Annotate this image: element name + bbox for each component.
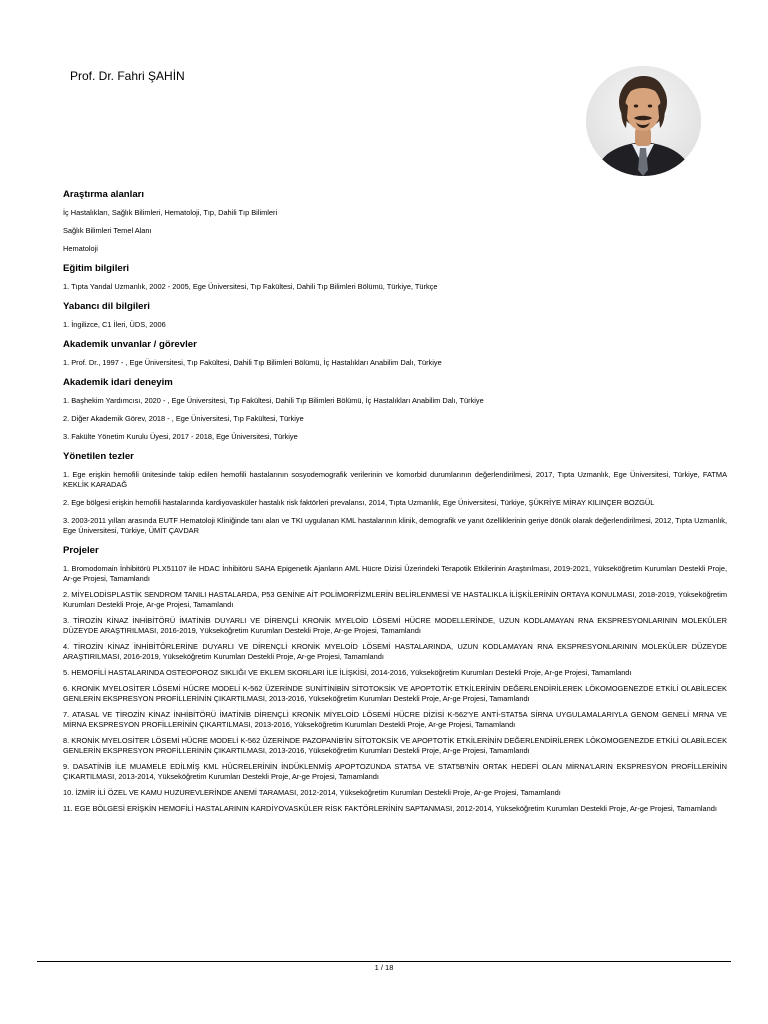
- list-item: Hematoloji: [63, 244, 98, 253]
- languages-section: [63, 300, 727, 330]
- admin-section: [63, 376, 727, 442]
- section-title-theses: Yönetilen tezler: [63, 451, 134, 462]
- list-item: 1. İngilizce, C1 İleri, ÜDS, 2006: [63, 320, 166, 329]
- titles-section: [63, 338, 727, 368]
- list-item: 1. Prof. Dr., 1997 - , Ege Üniversitesi, Tıp Fakültesi, Dahili Tıp Bilimleri Bölümü, İç Hastalıkları Anabilim Dalı, Türkiye: [63, 358, 442, 367]
- profile-photo: [586, 66, 701, 176]
- theses-section: [63, 450, 727, 536]
- list-item: 7. ATASAL VE TİROZİN KİNAZ İNHİBİTÖRÜ İMATİNİB DİRENÇLİ KRONİK MİYELOİD LÖSEMİ HÜCRE DİZİSİ K-562'YE ANTİ-STAT5A SİRNA UYGULAMALARIYLA GENOM GENELİ MRNA VE MİRNA EKSPRESYON PROFİLLERİNİN ÇIKARTILMASI, 2013-2016, Yükseköğretim Kurumları Destekli Proje, Ar-ge Projesi, Tamamlandı: [63, 710, 727, 729]
- section-title-languages: Yabancı dil bilgileri: [63, 301, 150, 312]
- education-section: [63, 262, 727, 292]
- section-title-research: Araştırma alanları: [63, 189, 145, 200]
- list-item: 5. HEMOFİLİ HASTALARINDA OSTEOPOROZ SIKLIĞI VE EKLEM SKORLARI İLE İLİŞKİSİ, 2014-2016, Yükseköğretim Kurumları Destekli Proje, Ar-ge Projesi, Tamamlandı: [63, 668, 632, 677]
- list-item: 1. Bromodomain İnhibitörü PLX51107 ile HDAC İnhibitörü SAHA Epigenetik Ajanların AML Hücre Dizisi Üzerindeki Terapotik Etkilerinin Araştırılması, 2019-2021, Yükseköğretim Kurumları Destekli Proje, Ar-ge Projesi, Tamamlandı: [63, 564, 727, 583]
- list-item: 2. Diğer Akademik Görev, 2018 - , Ege Üniversitesi, Tıp Fakültesi, Türkiye: [63, 414, 304, 423]
- list-item: 2. MİYELODİSPLASTİK SENDROM TANILI HASTALARDA, P53 GENİNE AİT POLİMORFİZMLERİN BELİRLENMESİ VE HASTALIKLA İLİŞKİLERİNİN ORTAYA KONULMASI, 2018-2019, Yükseköğretim Kurumları Destekli Proje, Ar-ge Projesi, Tamamlandı: [63, 590, 727, 609]
- list-item: 2. Ege bölgesi erişkin hemofili hastalarında kardiyovasküler hastalık risk faktörleri prevalansı, 2014, Tıpta Uzmanlık, Ege Üniversitesi, Türkiye, ŞÜKRİYE MİRAY KILINÇER BOZGÜL: [63, 498, 655, 507]
- list-item: Sağlık Bilimleri Temel Alanı: [63, 226, 152, 235]
- section-title-admin: Akademik idari deneyim: [63, 377, 173, 388]
- research-section: [63, 188, 727, 254]
- page-title: Prof. Dr. Fahri ŞAHİN: [70, 69, 185, 83]
- projects-section: [63, 544, 727, 814]
- section-title-education: Eğitim bilgileri: [63, 263, 130, 274]
- list-item: 1. Ege erişkin hemofili ünitesinde takip edilen hemofili hastalarının sosyodemografik verilerinin ve komorbid durumlarının değerlendirilmesi, 2017, Tıpta Uzmanlık, Ege Üniversitesi, Türkiye, FATMA KEKLİK KARADAĞ: [63, 470, 727, 489]
- list-item: 9. DASATİNİB İLE MUAMELE EDİLMİŞ KML HÜCRELERİNİN İNDÜKLENMİŞ APOPTOZUNDA STAT5A VE STAT5B'NİN ORTAK HEDEFİ OLAN MİRNA'LARIN EKSPRESYON PROFİLLERİNİN ÇIKARTILMASI, 2013-2014, Yükseköğretim Kurumları Destekli Proje, Ar-ge Projesi, Tamamlandı: [63, 762, 727, 781]
- list-item: 8. KRONİK MYELOSİTER LÖSEMİ HÜCRE MODELİ K-562 ÜZERİNDE PAZOPANİB'İN SİTOTOKSİK VE APOPTOTİK ETKİLERİNİN DEĞERLENDİRİLEREK LÖKOMOGENEZDE ETKİLİ OLABİLECEK GENLERİN EKSPRESYON PROFİLLERİNİN ÇIKARTILMASI, 2013-2016, Yükseköğretim Kurumları Destekli Proje, Ar-ge Projesi, Tamamlandı: [63, 736, 727, 755]
- section-title-projects: Projeler: [63, 545, 99, 556]
- list-item: 10. İZMİR İLİ ÖZEL VE KAMU HUZUREVLERİNDE ANEMİ TARAMASI, 2012-2014, Yükseköğretim Kurumları Destekli Proje, Ar-ge Projesi, Tamamlandı: [63, 788, 561, 797]
- list-item: 3. Fakülte Yönetim Kurulu Üyesi, 2017 - 2018, Ege Üniversitesi, Türkiye: [63, 432, 298, 441]
- cv-content: [63, 188, 727, 820]
- page-number: 1 / 18: [374, 963, 394, 972]
- section-title-titles: Akademik unvanlar / görevler: [63, 339, 197, 350]
- list-item: 6. KRONİK MYELOSİTER LÖSEMİ HÜCRE MODELİ K-562 ÜZERİNDE SUNİTİNİBİN SİTOTOKSİK VE APOPTOTİK ETKİLERİNİN DEĞERLENDİRİLEREK LÖKOMOGENEZDE ETKİLİ OLABİLECEK GENLERİN EKSPRESYON PROFİLLERİNİN ÇIKARTILMASI, 2013-2016, Yükseköğretim Kurumları Destekli Proje, Ar-ge Projesi, Tamamlandı: [63, 684, 727, 703]
- list-item: 11. EGE BÖLGESİ ERİŞKİN HEMOFİLİ HASTALARININ KARDİYOVASKÜLER RİSK FAKTÖRLERİNİN SAPTANMASI, 2012-2014, Yükseköğretim Kurumları Destekli Proje, Ar-ge Projesi, Tamamlandı: [63, 804, 717, 813]
- list-item: 3. TİROZİN KİNAZ İNHİBİTÖRÜ İMATİNİB DUYARLI VE DİRENÇLİ KRONİK MYELOİD LÖSEMİ HÜCRE MODELLERİNDE, UZUN KODLAMAYAN RNA EKSPRESYONLARININ MOLEKÜLER DÜZEYDE ARAŞTIRILMASI, 2016-2019, Yükseköğretim Kurumları Destekli Proje, Ar-ge Projesi, Tamamlandı: [63, 616, 727, 635]
- list-item: 1. Başhekim Yardımcısı, 2020 - , Ege Üniversitesi, Tıp Fakültesi, Dahili Tıp Bilimleri Bölümü, İç Hastalıkları Anabilim Dalı, Türkiye: [63, 396, 484, 405]
- profile-photo-image: [586, 66, 701, 176]
- list-item: İç Hastalıkları, Sağlık Bilimleri, Hematoloji, Tıp, Dahili Tıp Bilimleri: [63, 208, 278, 217]
- list-item: 1. Tıpta Yandal Uzmanlık, 2002 - 2005, Ege Üniversitesi, Tıp Fakültesi, Dahili Tıp Bilimleri Bölümü, Türkiye, Türkçe: [63, 282, 438, 291]
- list-item: 4. TİROZİN KİNAZ İNHİBİTÖRLERİNE DUYARLI VE DİRENÇLİ KRONİK MYELOİD LÖSEMİ HASTALARINDA, UZUN KODLAMAYAN RNA EKSPRESYONLARININ MOLEKÜLER DÜZEYDE ARAŞTIRILMASI, 2016-2019, Yükseköğretim Kurumları Destekli Proje, Ar-ge Projesi, Tamamlandı: [63, 642, 727, 661]
- footer-divider: [37, 961, 731, 962]
- list-item: 3. 2003-2011 yılları arasında EUTF Hematoloji Kliniğinde tanı alan ve TKI uygulanan KML hastalarının klinik, demografik ve yanıt özelliklerinin geriye dönük olarak değerlendirilmesi, 2012, Tıpta Uzmanlık, Ege Üniversitesi, Türkiye, ÜMİT ÇAVDAR: [63, 516, 727, 535]
